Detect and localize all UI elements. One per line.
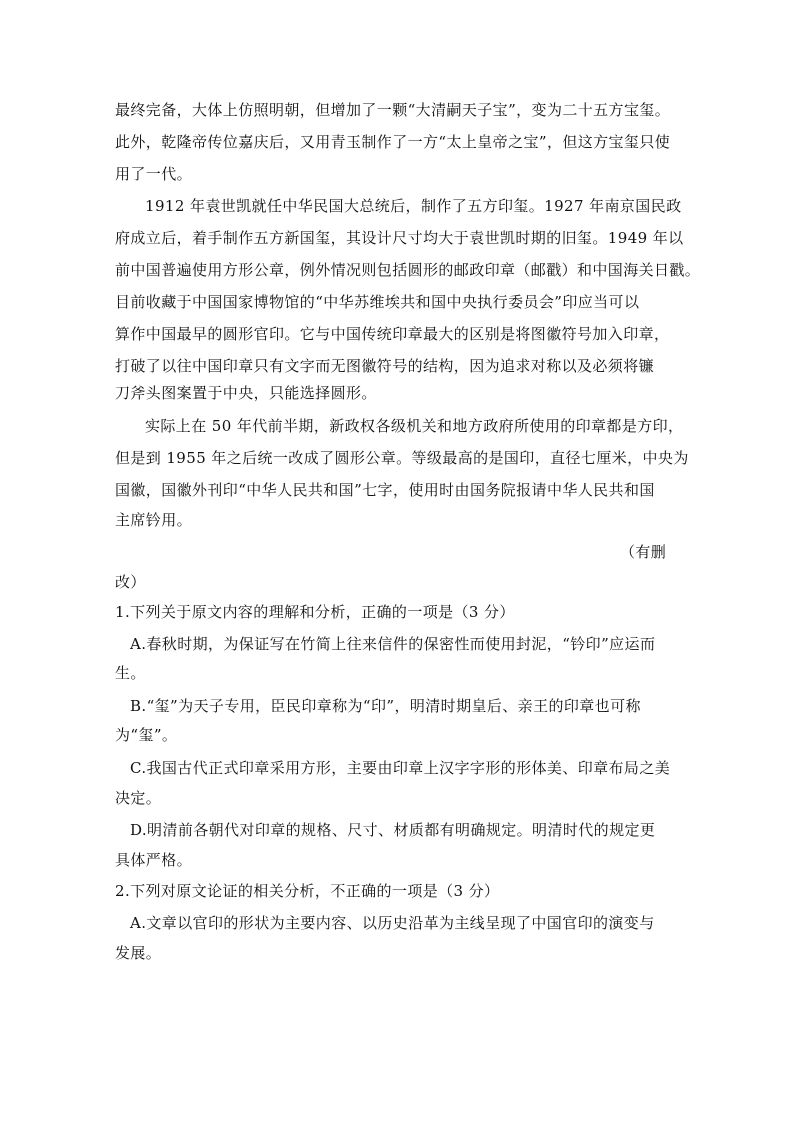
passage-line-9: 打破了以往中国印章只有文字而无图徽符号的结构，因为追求对称以及必须将镰 (115, 357, 655, 375)
passage-line-6: 前中国普遍使用方形公章，例外情况则包括圆形的邮政印章（邮戳）和中国海关日戳。 (115, 261, 701, 279)
question-1-option-b-line-1: B.“玺”为天子专用，臣民印章称为“印”，明清时期皇后、亲王的印章也可称 (130, 697, 641, 715)
passage-paragraph-2-line-1: 1912 年袁世凯就任中华民国大总统后，制作了五方印玺。1927 年南京国民政 (145, 197, 682, 215)
question-1-option-d-line-2: 具体严格。 (115, 851, 193, 869)
passage-paragraph-3-line-1: 实际上在 50 年代前半期，新政权各级机关和地方政府所使用的印章都是方印， (145, 417, 684, 435)
passage-line-10: 刀斧头图案置于中央，只能选择圆形。 (115, 384, 377, 402)
question-2-option-a-line-1: A.文章以官印的形状为主要内容、以历史沿革为主线呈现了中国官印的演变与 (130, 914, 655, 932)
question-1-option-c-line-1: C.我国古代正式印章采用方形，主要由印章上汉字字形的形体美、印章布局之美 (130, 759, 671, 777)
question-1-option-a-line-2: 生。 (115, 664, 146, 682)
question-1-option-b-line-2: 为“玺”。 (115, 726, 178, 744)
question-1-option-c-line-2: 决定。 (115, 789, 162, 807)
question-2-stem: 2.下列对原文论证的相关分析，不正确的一项是（3 分） (115, 882, 500, 900)
passage-line-5: 府成立后，着手制作五方新国玺，其设计尺寸均大于袁世凯时期的旧玺。1949 年以 (115, 229, 684, 247)
passage-line-8: 算作中国最早的圆形官印。它与中国传统印章最大的区别是将图徽符号加入印章， (115, 325, 670, 343)
question-1-option-d-line-1: D.明清前各朝代对印章的规格、尺寸、材质都有明确规定。明清时代的规定更 (130, 821, 656, 839)
source-note-1: （有删 (620, 543, 667, 561)
question-2-option-a-line-2: 发展。 (115, 944, 162, 962)
passage-line-3: 用了一代。 (115, 165, 193, 183)
passage-line-2: 此外，乾隆帝传位嘉庆后，又用青玉制作了一方“太上皇帝之宝”，但这方宝玺只使 (115, 133, 671, 151)
question-1-option-a-line-1: A.春秋时期，为保证写在竹简上往来信件的保密性而使用封泥，“钤印”应运而 (130, 635, 656, 653)
passage-line-13: 国徽，国徽外刊印“中华人民共和国”七字，使用时由国务院报请中华人民共和国 (115, 481, 655, 499)
passage-line-12: 但是到 1955 年之后统一改成了圆形公章。等级最高的是国印，直径七厘米，中央为 (115, 449, 689, 467)
passage-line-1: 最终完备，大体上仿照明朝，但增加了一颗“大清嗣天子宝”，变为二十五方宝玺。 (115, 101, 671, 119)
question-1-stem: 1.下列关于原文内容的理解和分析，正确的一项是（3 分） (115, 603, 515, 621)
passage-line-7: 目前收藏于中国国家博物馆的“中华苏维埃共和国中央执行委员会”印应当可以 (115, 293, 640, 311)
source-note-2: 改） (115, 573, 146, 591)
passage-line-14: 主席钤用。 (115, 511, 193, 529)
